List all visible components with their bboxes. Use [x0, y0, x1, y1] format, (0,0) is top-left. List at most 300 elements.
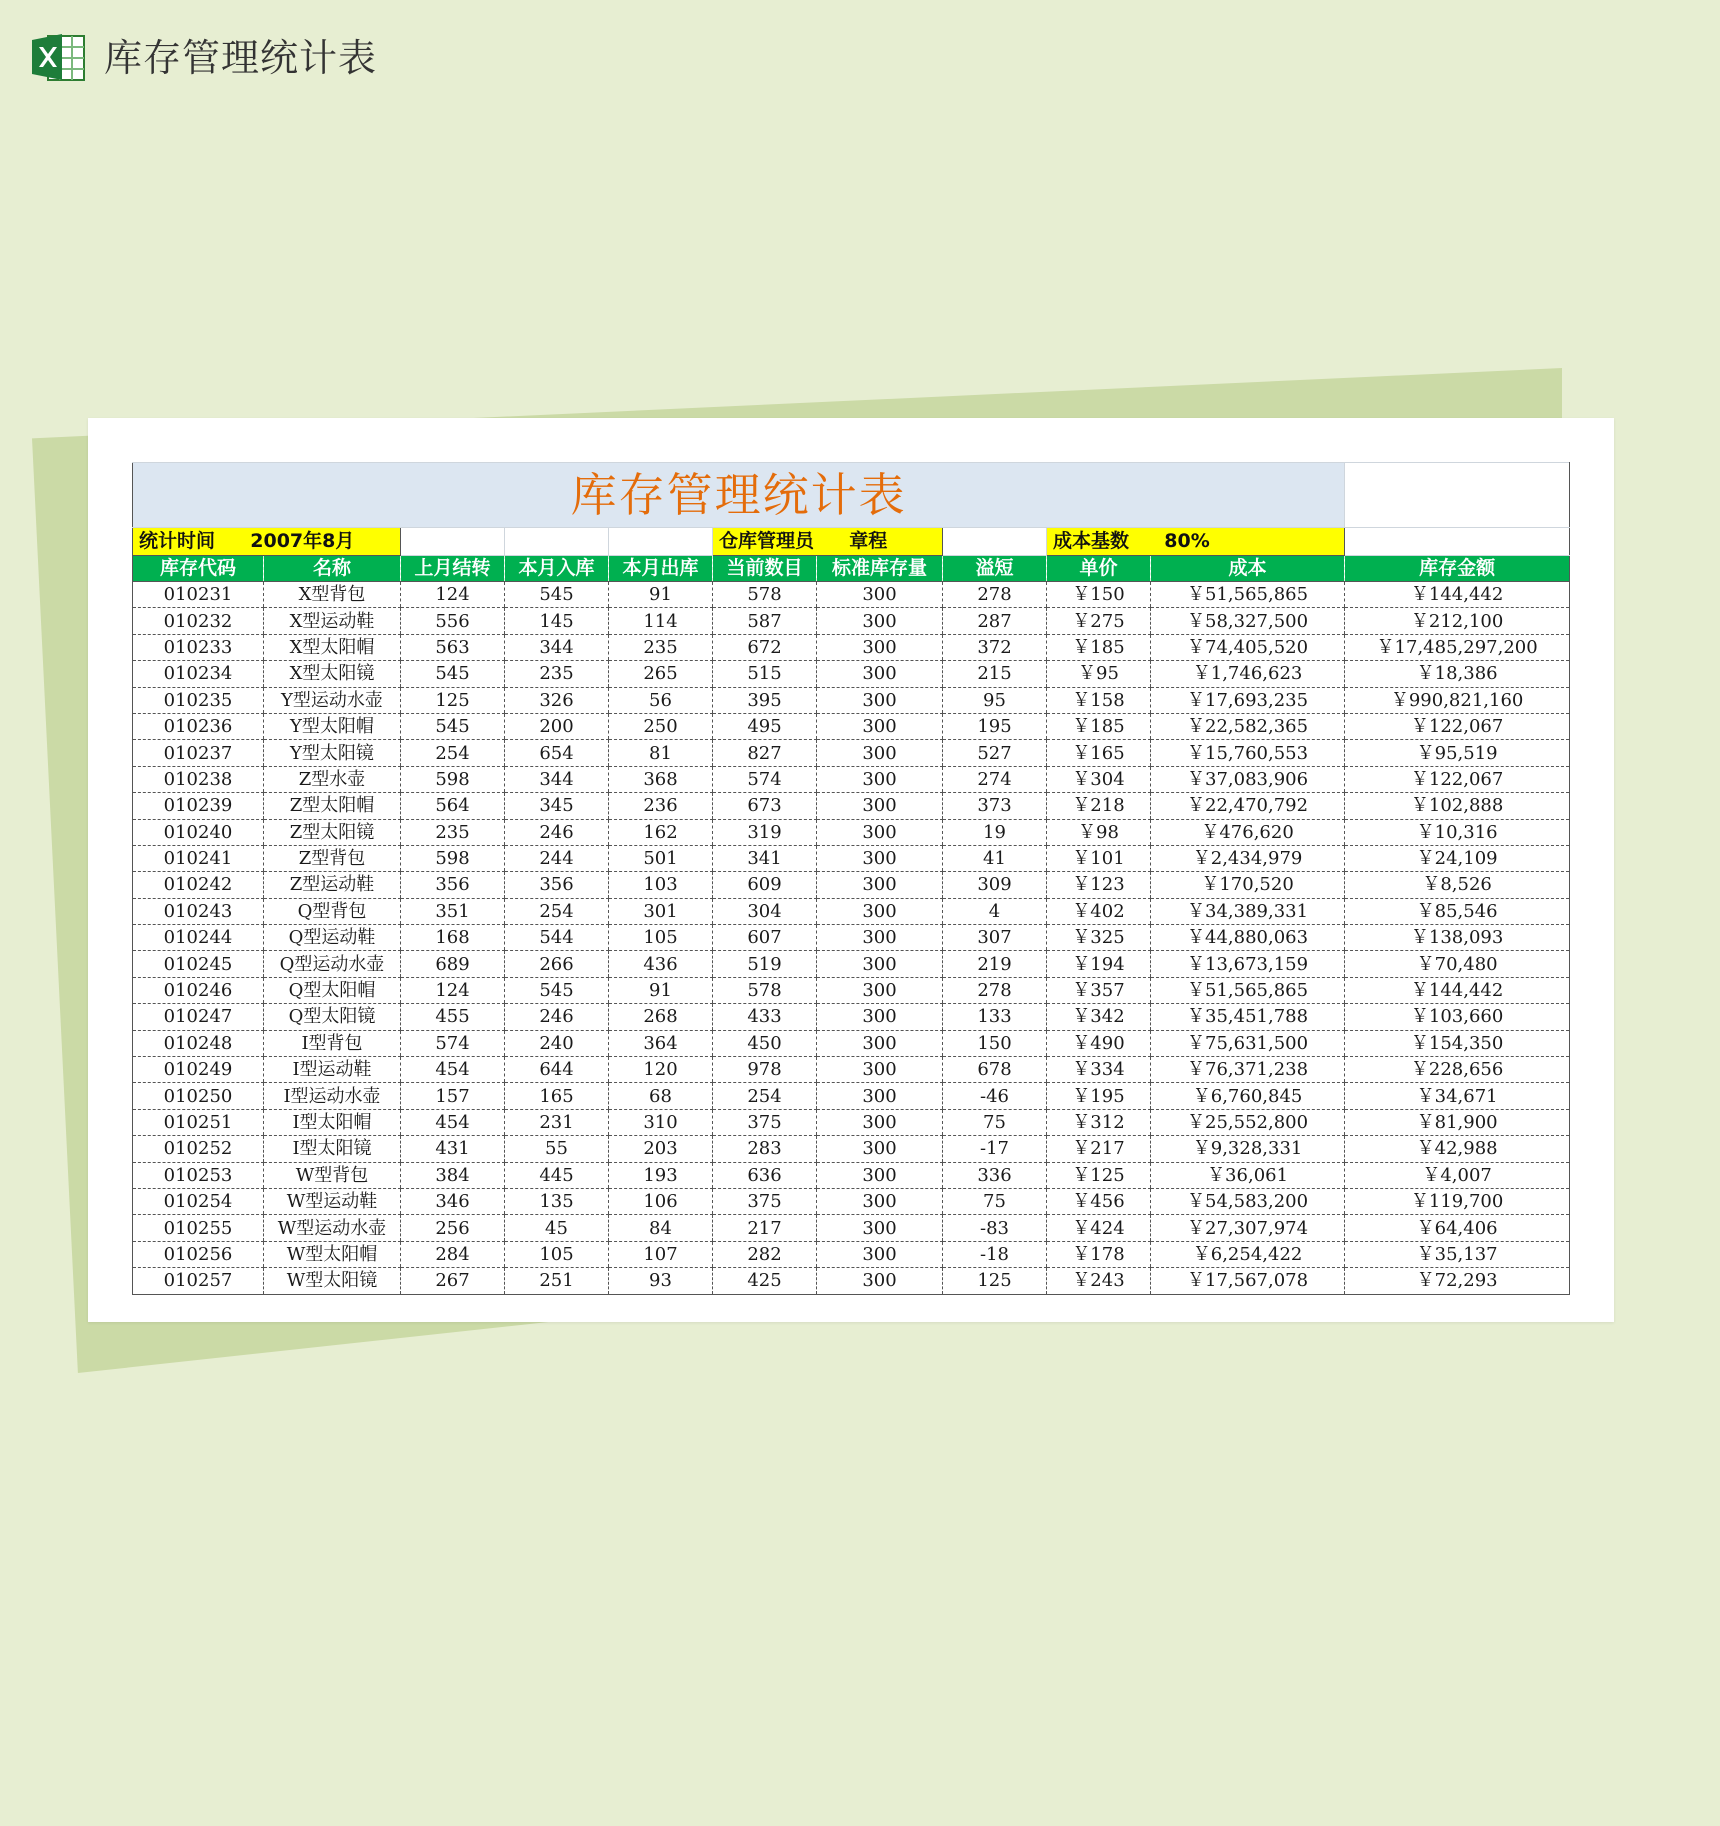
standard-stock-cell[interactable]: 300 — [817, 1057, 943, 1083]
inbound-cell[interactable]: 344 — [505, 634, 609, 660]
standard-stock-cell[interactable]: 300 — [817, 634, 943, 660]
outbound-cell[interactable]: 91 — [609, 582, 713, 608]
stock-code-cell[interactable]: 010239 — [133, 793, 264, 819]
cost-cell[interactable]: ￥36,061 — [1151, 1162, 1345, 1188]
standard-stock-cell[interactable]: 300 — [817, 687, 943, 713]
inbound-cell[interactable]: 165 — [505, 1083, 609, 1109]
last-month-cell[interactable]: 356 — [401, 872, 505, 898]
current-count-cell[interactable]: 425 — [713, 1268, 817, 1294]
cost-cell[interactable]: ￥6,760,845 — [1151, 1083, 1345, 1109]
stock-code-cell[interactable]: 010234 — [133, 661, 264, 687]
last-month-cell[interactable]: 254 — [401, 740, 505, 766]
outbound-cell[interactable]: 120 — [609, 1057, 713, 1083]
inbound-cell[interactable]: 246 — [505, 819, 609, 845]
stock-amount-cell[interactable]: ￥122,067 — [1345, 713, 1570, 739]
name-cell[interactable]: X型太阳帽 — [264, 634, 401, 660]
stock-code-cell[interactable]: 010256 — [133, 1241, 264, 1267]
last-month-cell[interactable]: 563 — [401, 634, 505, 660]
standard-stock-cell[interactable]: 300 — [817, 1109, 943, 1135]
standard-stock-cell[interactable]: 300 — [817, 819, 943, 845]
inbound-cell[interactable]: 251 — [505, 1268, 609, 1294]
stock-code-cell[interactable]: 010253 — [133, 1162, 264, 1188]
stock-amount-cell[interactable]: ￥18,386 — [1345, 661, 1570, 687]
standard-stock-cell[interactable]: 300 — [817, 713, 943, 739]
stock-amount-cell[interactable]: ￥144,442 — [1345, 582, 1570, 608]
outbound-cell[interactable]: 364 — [609, 1030, 713, 1056]
standard-stock-cell[interactable]: 300 — [817, 608, 943, 634]
stock-code-cell[interactable]: 010232 — [133, 608, 264, 634]
standard-stock-cell[interactable]: 300 — [817, 766, 943, 792]
unit-price-cell[interactable]: ￥185 — [1047, 713, 1151, 739]
column-header[interactable]: 上月结转 — [401, 556, 505, 582]
inbound-cell[interactable]: 654 — [505, 740, 609, 766]
current-count-cell[interactable]: 495 — [713, 713, 817, 739]
unit-price-cell[interactable]: ￥217 — [1047, 1136, 1151, 1162]
standard-stock-cell[interactable]: 300 — [817, 1162, 943, 1188]
standard-stock-cell[interactable]: 300 — [817, 951, 943, 977]
last-month-cell[interactable]: 574 — [401, 1030, 505, 1056]
outbound-cell[interactable]: 114 — [609, 608, 713, 634]
outbound-cell[interactable]: 162 — [609, 819, 713, 845]
last-month-cell[interactable]: 235 — [401, 819, 505, 845]
inbound-cell[interactable]: 145 — [505, 608, 609, 634]
current-count-cell[interactable]: 578 — [713, 977, 817, 1003]
column-header[interactable]: 库存代码 — [133, 556, 264, 582]
outbound-cell[interactable]: 105 — [609, 925, 713, 951]
cost-cell[interactable]: ￥54,583,200 — [1151, 1188, 1345, 1214]
outbound-cell[interactable]: 436 — [609, 951, 713, 977]
surplus-cell[interactable]: 336 — [943, 1162, 1047, 1188]
stock-amount-cell[interactable]: ￥17,485,297,200 — [1345, 634, 1570, 660]
last-month-cell[interactable]: 346 — [401, 1188, 505, 1214]
unit-price-cell[interactable]: ￥125 — [1047, 1162, 1151, 1188]
last-month-cell[interactable]: 384 — [401, 1162, 505, 1188]
name-cell[interactable]: W型太阳镜 — [264, 1268, 401, 1294]
inbound-cell[interactable]: 266 — [505, 951, 609, 977]
empty-cell[interactable] — [1345, 528, 1570, 556]
unit-price-cell[interactable]: ￥98 — [1047, 819, 1151, 845]
cost-cell[interactable]: ￥58,327,500 — [1151, 608, 1345, 634]
unit-price-cell[interactable]: ￥275 — [1047, 608, 1151, 634]
outbound-cell[interactable]: 368 — [609, 766, 713, 792]
stock-code-cell[interactable]: 010243 — [133, 898, 264, 924]
cost-cell[interactable]: ￥2,434,979 — [1151, 845, 1345, 871]
current-count-cell[interactable]: 341 — [713, 845, 817, 871]
surplus-cell[interactable]: 75 — [943, 1109, 1047, 1135]
name-cell[interactable]: Q型太阳镜 — [264, 1004, 401, 1030]
inbound-cell[interactable]: 55 — [505, 1136, 609, 1162]
last-month-cell[interactable]: 556 — [401, 608, 505, 634]
inbound-cell[interactable]: 240 — [505, 1030, 609, 1056]
standard-stock-cell[interactable]: 300 — [817, 740, 943, 766]
surplus-cell[interactable]: 278 — [943, 977, 1047, 1003]
last-month-cell[interactable]: 431 — [401, 1136, 505, 1162]
inbound-cell[interactable]: 254 — [505, 898, 609, 924]
stock-code-cell[interactable]: 010254 — [133, 1188, 264, 1214]
inbound-cell[interactable]: 545 — [505, 977, 609, 1003]
stock-amount-cell[interactable]: ￥119,700 — [1345, 1188, 1570, 1214]
unit-price-cell[interactable]: ￥123 — [1047, 872, 1151, 898]
unit-price-cell[interactable]: ￥456 — [1047, 1188, 1151, 1214]
name-cell[interactable]: W型背包 — [264, 1162, 401, 1188]
outbound-cell[interactable]: 91 — [609, 977, 713, 1003]
stock-code-cell[interactable]: 010241 — [133, 845, 264, 871]
unit-price-cell[interactable]: ￥490 — [1047, 1030, 1151, 1056]
name-cell[interactable]: I型运动水壶 — [264, 1083, 401, 1109]
cost-cell[interactable]: ￥75,631,500 — [1151, 1030, 1345, 1056]
stock-code-cell[interactable]: 010252 — [133, 1136, 264, 1162]
current-count-cell[interactable]: 254 — [713, 1083, 817, 1109]
surplus-cell[interactable]: 19 — [943, 819, 1047, 845]
surplus-cell[interactable]: 527 — [943, 740, 1047, 766]
stock-amount-cell[interactable]: ￥42,988 — [1345, 1136, 1570, 1162]
name-cell[interactable]: Y型运动水壶 — [264, 687, 401, 713]
cost-cell[interactable]: ￥74,405,520 — [1151, 634, 1345, 660]
stock-code-cell[interactable]: 010257 — [133, 1268, 264, 1294]
current-count-cell[interactable]: 217 — [713, 1215, 817, 1241]
surplus-cell[interactable]: 195 — [943, 713, 1047, 739]
outbound-cell[interactable]: 268 — [609, 1004, 713, 1030]
stock-code-cell[interactable]: 010246 — [133, 977, 264, 1003]
cost-cell[interactable]: ￥44,880,063 — [1151, 925, 1345, 951]
surplus-cell[interactable]: 133 — [943, 1004, 1047, 1030]
name-cell[interactable]: Y型太阳帽 — [264, 713, 401, 739]
standard-stock-cell[interactable]: 300 — [817, 1083, 943, 1109]
surplus-cell[interactable]: 215 — [943, 661, 1047, 687]
stock-amount-cell[interactable]: ￥64,406 — [1345, 1215, 1570, 1241]
outbound-cell[interactable]: 310 — [609, 1109, 713, 1135]
empty-cell[interactable] — [1345, 463, 1570, 528]
cost-cell[interactable]: ￥15,760,553 — [1151, 740, 1345, 766]
stock-code-cell[interactable]: 010233 — [133, 634, 264, 660]
outbound-cell[interactable]: 301 — [609, 898, 713, 924]
last-month-cell[interactable]: 157 — [401, 1083, 505, 1109]
unit-price-cell[interactable]: ￥342 — [1047, 1004, 1151, 1030]
stock-code-cell[interactable]: 010237 — [133, 740, 264, 766]
stock-code-cell[interactable]: 010242 — [133, 872, 264, 898]
cost-cell[interactable]: ￥51,565,865 — [1151, 977, 1345, 1003]
cost-cell[interactable]: ￥27,307,974 — [1151, 1215, 1345, 1241]
unit-price-cell[interactable]: ￥178 — [1047, 1241, 1151, 1267]
stock-code-cell[interactable]: 010240 — [133, 819, 264, 845]
standard-stock-cell[interactable]: 300 — [817, 1136, 943, 1162]
outbound-cell[interactable]: 235 — [609, 634, 713, 660]
surplus-cell[interactable]: 75 — [943, 1188, 1047, 1214]
period-cell[interactable] — [133, 528, 401, 556]
last-month-cell[interactable]: 124 — [401, 977, 505, 1003]
stock-amount-cell[interactable]: ￥102,888 — [1345, 793, 1570, 819]
inbound-cell[interactable]: 326 — [505, 687, 609, 713]
current-count-cell[interactable]: 375 — [713, 1188, 817, 1214]
outbound-cell[interactable]: 93 — [609, 1268, 713, 1294]
name-cell[interactable]: Z型水壶 — [264, 766, 401, 792]
surplus-cell[interactable]: 372 — [943, 634, 1047, 660]
stock-amount-cell[interactable]: ￥70,480 — [1345, 951, 1570, 977]
standard-stock-cell[interactable]: 300 — [817, 1004, 943, 1030]
stock-amount-cell[interactable]: ￥95,519 — [1345, 740, 1570, 766]
unit-price-cell[interactable]: ￥304 — [1047, 766, 1151, 792]
outbound-cell[interactable]: 68 — [609, 1083, 713, 1109]
last-month-cell[interactable]: 454 — [401, 1057, 505, 1083]
surplus-cell[interactable]: -46 — [943, 1083, 1047, 1109]
cost-cell[interactable]: ￥17,567,078 — [1151, 1268, 1345, 1294]
outbound-cell[interactable]: 236 — [609, 793, 713, 819]
surplus-cell[interactable]: 278 — [943, 582, 1047, 608]
name-cell[interactable]: Z型背包 — [264, 845, 401, 871]
current-count-cell[interactable]: 978 — [713, 1057, 817, 1083]
stock-amount-cell[interactable]: ￥85,546 — [1345, 898, 1570, 924]
current-count-cell[interactable]: 304 — [713, 898, 817, 924]
cost-cell[interactable]: ￥76,371,238 — [1151, 1057, 1345, 1083]
cost-cell[interactable]: ￥37,083,906 — [1151, 766, 1345, 792]
inbound-cell[interactable]: 345 — [505, 793, 609, 819]
outbound-cell[interactable]: 56 — [609, 687, 713, 713]
stock-code-cell[interactable]: 010247 — [133, 1004, 264, 1030]
cost-cell[interactable]: ￥35,451,788 — [1151, 1004, 1345, 1030]
stock-code-cell[interactable]: 010250 — [133, 1083, 264, 1109]
outbound-cell[interactable]: 81 — [609, 740, 713, 766]
current-count-cell[interactable]: 636 — [713, 1162, 817, 1188]
stock-code-cell[interactable]: 010231 — [133, 582, 264, 608]
standard-stock-cell[interactable]: 300 — [817, 582, 943, 608]
current-count-cell[interactable]: 450 — [713, 1030, 817, 1056]
current-count-cell[interactable]: 578 — [713, 582, 817, 608]
standard-stock-cell[interactable]: 300 — [817, 661, 943, 687]
stock-amount-cell[interactable]: ￥72,293 — [1345, 1268, 1570, 1294]
empty-cell[interactable] — [609, 528, 713, 556]
name-cell[interactable]: I型太阳帽 — [264, 1109, 401, 1135]
stock-amount-cell[interactable]: ￥228,656 — [1345, 1057, 1570, 1083]
unit-price-cell[interactable]: ￥312 — [1047, 1109, 1151, 1135]
unit-price-cell[interactable]: ￥165 — [1047, 740, 1151, 766]
last-month-cell[interactable]: 598 — [401, 845, 505, 871]
name-cell[interactable]: I型太阳镜 — [264, 1136, 401, 1162]
standard-stock-cell[interactable]: 300 — [817, 1268, 943, 1294]
name-cell[interactable]: Q型运动鞋 — [264, 925, 401, 951]
outbound-cell[interactable]: 501 — [609, 845, 713, 871]
inbound-cell[interactable]: 344 — [505, 766, 609, 792]
surplus-cell[interactable]: 219 — [943, 951, 1047, 977]
name-cell[interactable]: X型背包 — [264, 582, 401, 608]
name-cell[interactable]: Q型运动水壶 — [264, 951, 401, 977]
last-month-cell[interactable]: 284 — [401, 1241, 505, 1267]
name-cell[interactable]: X型运动鞋 — [264, 608, 401, 634]
cost-cell[interactable]: ￥25,552,800 — [1151, 1109, 1345, 1135]
unit-price-cell[interactable]: ￥402 — [1047, 898, 1151, 924]
column-header[interactable]: 库存金额 — [1345, 556, 1570, 582]
stock-amount-cell[interactable]: ￥81,900 — [1345, 1109, 1570, 1135]
stock-amount-cell[interactable]: ￥8,526 — [1345, 872, 1570, 898]
surplus-cell[interactable]: 41 — [943, 845, 1047, 871]
cost-cell[interactable]: ￥13,673,159 — [1151, 951, 1345, 977]
name-cell[interactable]: W型太阳帽 — [264, 1241, 401, 1267]
name-cell[interactable]: Z型太阳镜 — [264, 819, 401, 845]
name-cell[interactable]: W型运动水壶 — [264, 1215, 401, 1241]
stock-amount-cell[interactable]: ￥154,350 — [1345, 1030, 1570, 1056]
outbound-cell[interactable]: 103 — [609, 872, 713, 898]
stock-amount-cell[interactable]: ￥212,100 — [1345, 608, 1570, 634]
unit-price-cell[interactable]: ￥334 — [1047, 1057, 1151, 1083]
inbound-cell[interactable]: 135 — [505, 1188, 609, 1214]
stock-amount-cell[interactable]: ￥24,109 — [1345, 845, 1570, 871]
cost-cell[interactable]: ￥17,693,235 — [1151, 687, 1345, 713]
cost-cell[interactable]: ￥34,389,331 — [1151, 898, 1345, 924]
empty-cell[interactable] — [401, 528, 505, 556]
surplus-cell[interactable]: 95 — [943, 687, 1047, 713]
current-count-cell[interactable]: 609 — [713, 872, 817, 898]
cost-cell[interactable]: ￥170,520 — [1151, 872, 1345, 898]
unit-price-cell[interactable]: ￥150 — [1047, 582, 1151, 608]
stock-amount-cell[interactable]: ￥10,316 — [1345, 819, 1570, 845]
inbound-cell[interactable]: 244 — [505, 845, 609, 871]
stock-amount-cell[interactable]: ￥138,093 — [1345, 925, 1570, 951]
current-count-cell[interactable]: 319 — [713, 819, 817, 845]
inbound-cell[interactable]: 200 — [505, 713, 609, 739]
current-count-cell[interactable]: 515 — [713, 661, 817, 687]
column-header[interactable]: 名称 — [264, 556, 401, 582]
inbound-cell[interactable]: 445 — [505, 1162, 609, 1188]
outbound-cell[interactable]: 106 — [609, 1188, 713, 1214]
outbound-cell[interactable]: 193 — [609, 1162, 713, 1188]
sheet-title[interactable]: 库存管理统计表 — [133, 463, 1345, 528]
outbound-cell[interactable]: 84 — [609, 1215, 713, 1241]
last-month-cell[interactable]: 256 — [401, 1215, 505, 1241]
stock-code-cell[interactable]: 010255 — [133, 1215, 264, 1241]
outbound-cell[interactable]: 265 — [609, 661, 713, 687]
unit-price-cell[interactable]: ￥185 — [1047, 634, 1151, 660]
column-header[interactable]: 当前数目 — [713, 556, 817, 582]
stock-code-cell[interactable]: 010251 — [133, 1109, 264, 1135]
unit-price-cell[interactable]: ￥243 — [1047, 1268, 1151, 1294]
inbound-cell[interactable]: 231 — [505, 1109, 609, 1135]
standard-stock-cell[interactable]: 300 — [817, 1188, 943, 1214]
empty-cell[interactable] — [943, 528, 1047, 556]
stock-amount-cell[interactable]: ￥35,137 — [1345, 1241, 1570, 1267]
unit-price-cell[interactable]: ￥95 — [1047, 661, 1151, 687]
name-cell[interactable]: I型运动鞋 — [264, 1057, 401, 1083]
cost-cell[interactable]: ￥6,254,422 — [1151, 1241, 1345, 1267]
surplus-cell[interactable]: 150 — [943, 1030, 1047, 1056]
name-cell[interactable]: W型运动鞋 — [264, 1188, 401, 1214]
unit-price-cell[interactable]: ￥194 — [1047, 951, 1151, 977]
stock-code-cell[interactable]: 010245 — [133, 951, 264, 977]
surplus-cell[interactable]: -17 — [943, 1136, 1047, 1162]
inbound-cell[interactable]: 105 — [505, 1241, 609, 1267]
last-month-cell[interactable]: 564 — [401, 793, 505, 819]
current-count-cell[interactable]: 827 — [713, 740, 817, 766]
last-month-cell[interactable]: 689 — [401, 951, 505, 977]
outbound-cell[interactable]: 250 — [609, 713, 713, 739]
standard-stock-cell[interactable]: 300 — [817, 872, 943, 898]
stock-amount-cell[interactable]: ￥144,442 — [1345, 977, 1570, 1003]
standard-stock-cell[interactable]: 300 — [817, 898, 943, 924]
last-month-cell[interactable]: 267 — [401, 1268, 505, 1294]
current-count-cell[interactable]: 587 — [713, 608, 817, 634]
surplus-cell[interactable]: 678 — [943, 1057, 1047, 1083]
unit-price-cell[interactable]: ￥101 — [1047, 845, 1151, 871]
column-header[interactable]: 本月出库 — [609, 556, 713, 582]
current-count-cell[interactable]: 607 — [713, 925, 817, 951]
current-count-cell[interactable]: 375 — [713, 1109, 817, 1135]
inbound-cell[interactable]: 235 — [505, 661, 609, 687]
standard-stock-cell[interactable]: 300 — [817, 793, 943, 819]
inbound-cell[interactable]: 356 — [505, 872, 609, 898]
last-month-cell[interactable]: 454 — [401, 1109, 505, 1135]
unit-price-cell[interactable]: ￥357 — [1047, 977, 1151, 1003]
surplus-cell[interactable]: 125 — [943, 1268, 1047, 1294]
outbound-cell[interactable]: 107 — [609, 1241, 713, 1267]
stock-code-cell[interactable]: 010238 — [133, 766, 264, 792]
column-header[interactable]: 单价 — [1047, 556, 1151, 582]
current-count-cell[interactable]: 519 — [713, 951, 817, 977]
stock-amount-cell[interactable]: ￥34,671 — [1345, 1083, 1570, 1109]
cost-cell[interactable]: ￥51,565,865 — [1151, 582, 1345, 608]
current-count-cell[interactable]: 433 — [713, 1004, 817, 1030]
cost-cell[interactable]: ￥476,620 — [1151, 819, 1345, 845]
stock-amount-cell[interactable]: ￥122,067 — [1345, 766, 1570, 792]
surplus-cell[interactable]: 274 — [943, 766, 1047, 792]
current-count-cell[interactable]: 574 — [713, 766, 817, 792]
name-cell[interactable]: Z型太阳帽 — [264, 793, 401, 819]
current-count-cell[interactable]: 673 — [713, 793, 817, 819]
cost-cell[interactable]: ￥22,582,365 — [1151, 713, 1345, 739]
stock-code-cell[interactable]: 010236 — [133, 713, 264, 739]
last-month-cell[interactable]: 124 — [401, 582, 505, 608]
cost-cell[interactable]: ￥1,746,623 — [1151, 661, 1345, 687]
surplus-cell[interactable]: 4 — [943, 898, 1047, 924]
stock-code-cell[interactable]: 010248 — [133, 1030, 264, 1056]
last-month-cell[interactable]: 168 — [401, 925, 505, 951]
outbound-cell[interactable]: 203 — [609, 1136, 713, 1162]
surplus-cell[interactable]: -83 — [943, 1215, 1047, 1241]
name-cell[interactable]: I型背包 — [264, 1030, 401, 1056]
name-cell[interactable]: Z型运动鞋 — [264, 872, 401, 898]
last-month-cell[interactable]: 455 — [401, 1004, 505, 1030]
column-header[interactable]: 标准库存量 — [817, 556, 943, 582]
unit-price-cell[interactable]: ￥158 — [1047, 687, 1151, 713]
empty-cell[interactable] — [505, 528, 609, 556]
current-count-cell[interactable]: 282 — [713, 1241, 817, 1267]
surplus-cell[interactable]: 287 — [943, 608, 1047, 634]
stock-amount-cell[interactable]: ￥103,660 — [1345, 1004, 1570, 1030]
inbound-cell[interactable]: 644 — [505, 1057, 609, 1083]
standard-stock-cell[interactable]: 300 — [817, 845, 943, 871]
surplus-cell[interactable]: 373 — [943, 793, 1047, 819]
surplus-cell[interactable]: -18 — [943, 1241, 1047, 1267]
name-cell[interactable]: X型太阳镜 — [264, 661, 401, 687]
cost-cell[interactable]: ￥9,328,331 — [1151, 1136, 1345, 1162]
standard-stock-cell[interactable]: 300 — [817, 925, 943, 951]
stock-amount-cell[interactable]: ￥990,821,160 — [1345, 687, 1570, 713]
standard-stock-cell[interactable]: 300 — [817, 1030, 943, 1056]
inbound-cell[interactable]: 544 — [505, 925, 609, 951]
unit-price-cell[interactable]: ￥195 — [1047, 1083, 1151, 1109]
cost-base-cell[interactable] — [1047, 528, 1345, 556]
manager-cell[interactable] — [713, 528, 943, 556]
name-cell[interactable]: Q型太阳帽 — [264, 977, 401, 1003]
standard-stock-cell[interactable]: 300 — [817, 1215, 943, 1241]
inbound-cell[interactable]: 545 — [505, 582, 609, 608]
surplus-cell[interactable]: 307 — [943, 925, 1047, 951]
stock-code-cell[interactable]: 010244 — [133, 925, 264, 951]
unit-price-cell[interactable]: ￥325 — [1047, 925, 1151, 951]
current-count-cell[interactable]: 395 — [713, 687, 817, 713]
name-cell[interactable]: Q型背包 — [264, 898, 401, 924]
last-month-cell[interactable]: 598 — [401, 766, 505, 792]
name-cell[interactable]: Y型太阳镜 — [264, 740, 401, 766]
unit-price-cell[interactable]: ￥424 — [1047, 1215, 1151, 1241]
stock-amount-cell[interactable]: ￥4,007 — [1345, 1162, 1570, 1188]
